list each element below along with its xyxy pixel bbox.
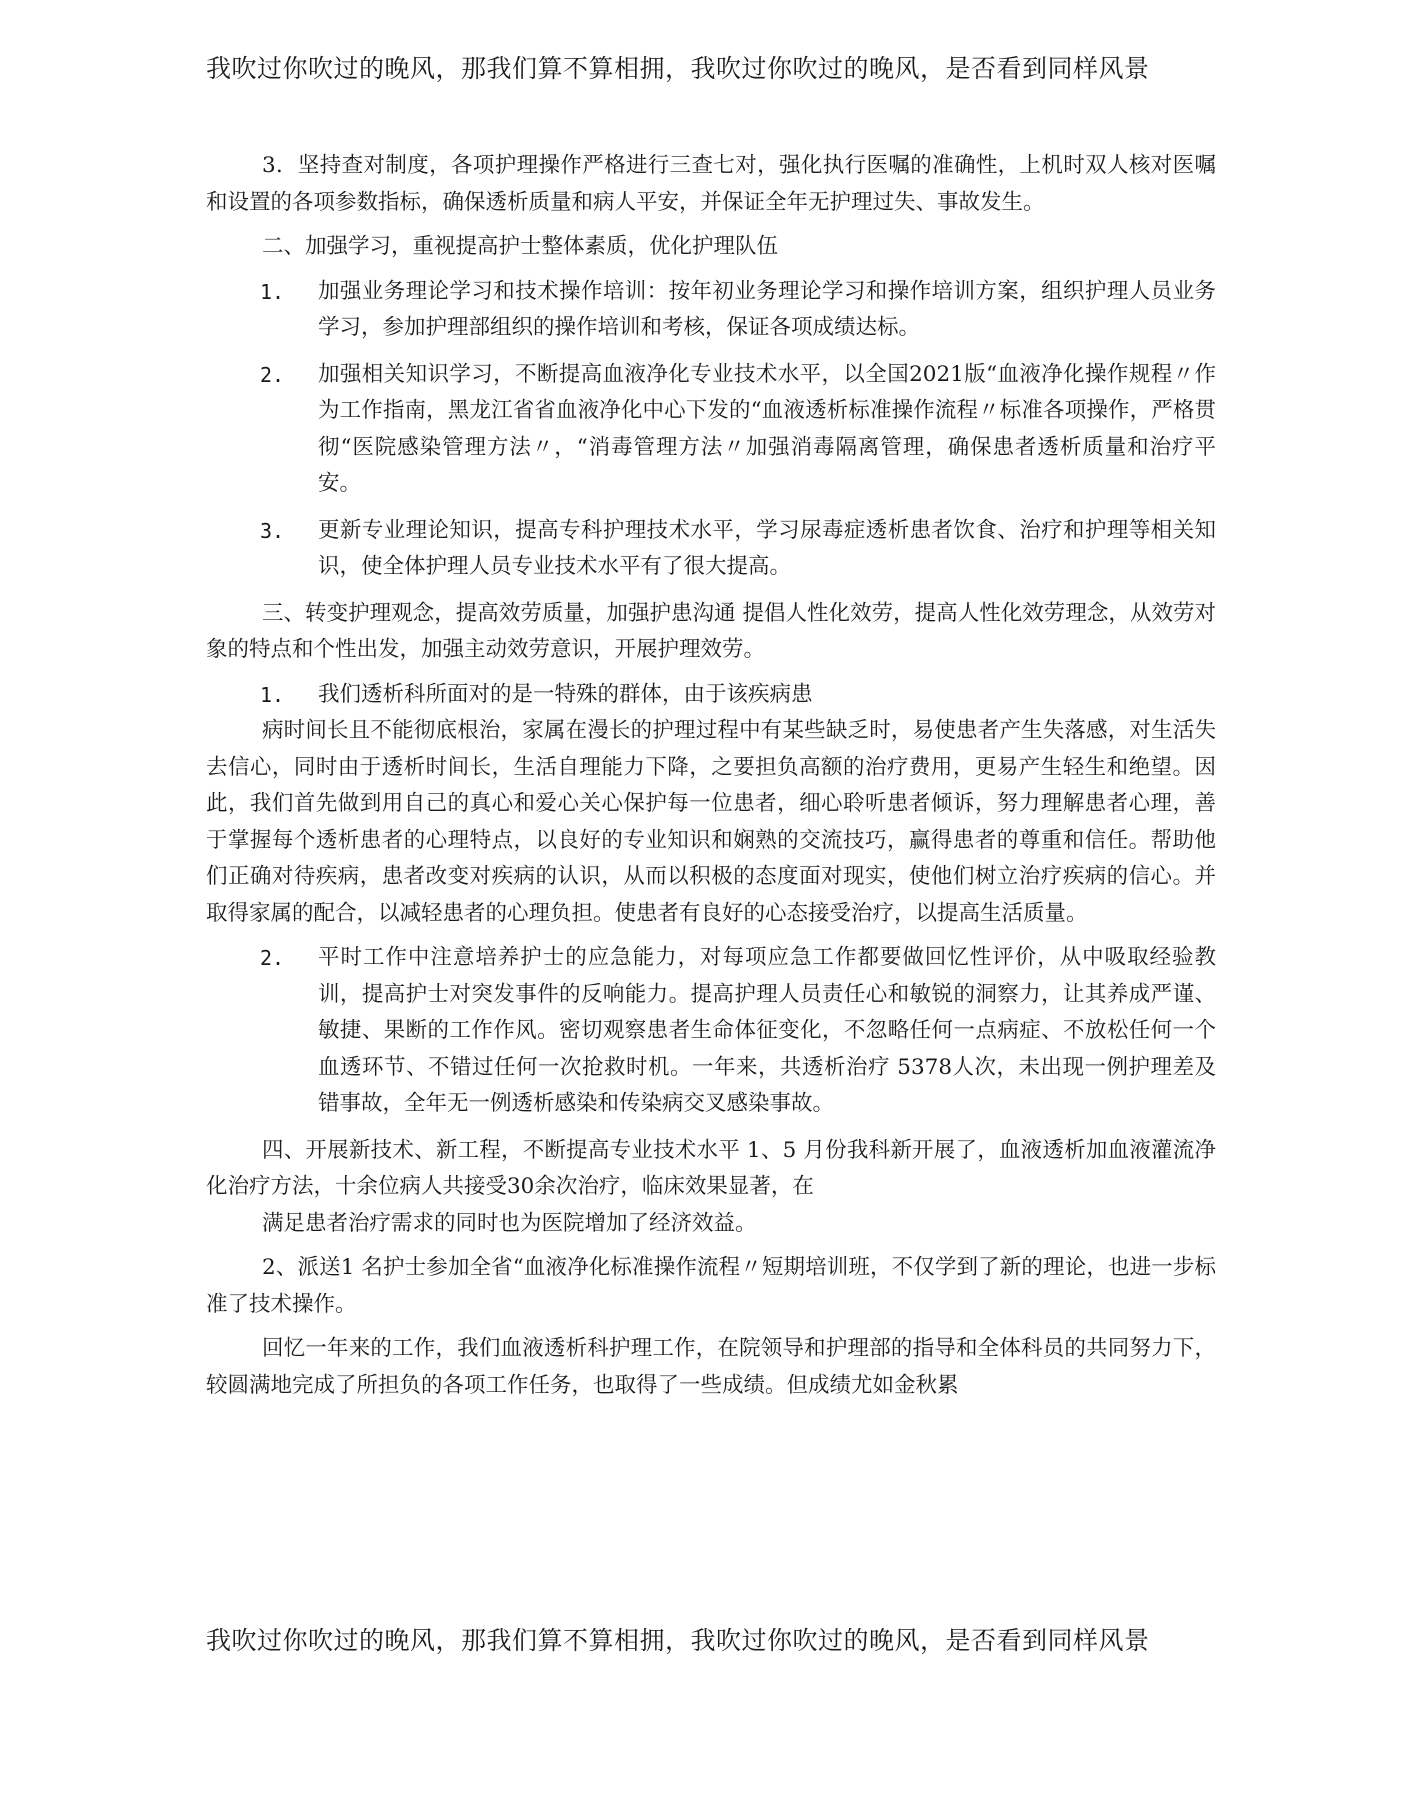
list-continuation: 病时间长且不能彻底根治，家属在漫长的护理过程中有某些缺乏时，易使患者产生失落感，对生活失去信心，同时由于透析时间长，生活自理能力下降，之要担负高额的治疗费用，更易产生轻生和绝望。因此，我们首先做到用自己的真心和爱心关心保护每一位患者，细心聆听患者倾诉，努力理解患者心理，善于掌握每个透析患者的心理特点，以良好的专业知识和娴熟的交流技巧，赢得患者的尊重和信任。帮助他们正确对待疾病，患者改变对疾病的认识，从而以积极的态度面对现实，使他们树立治疗疾病的信心。并取得家属的配合，以减轻患者的心理负担。使患者有良好的心态接受治疗，以提高生活质量。 [206, 718, 1216, 926]
list-number: 2. [260, 362, 285, 387]
header-banner: 我吹过你吹过的晚风，那我们算不算相拥，我吹过你吹过的晚风，是否看到同样风景 [206, 54, 1150, 83]
paragraph-check-system: 3．坚持查对制度，各项护理操作严格进行三查七对，强化执行医嘱的准确性，上机时双人核对医嘱和设置的各项参数指标，确保透析质量和病人平安，并保证全年无护理过失、事故发生。 [206, 153, 1216, 215]
list-number: 1. [260, 682, 285, 707]
section-heading-3: 三、转变护理观念，提高效劳质量，加强护患沟通 提倡人性化效劳，提高人性化效劳理念，从效劳对象的特点和个性出发，加强主动效劳意识，开展护理效劳。 [206, 600, 1216, 662]
paragraph-review: 回忆一年来的工作，我们血液透析科护理工作，在院领导和护理部的指导和全体科员的共同努力下，较圆满地完成了所担负的各项工作任务，也取得了一些成绩。但成绩尤如金秋累 [206, 1336, 1216, 1398]
list-item [206, 513, 1216, 586]
document-body [206, 148, 1216, 1412]
paragraph-continuation: 满足患者治疗需求的同时也为医院增加了经济效益。 [262, 1210, 757, 1236]
list-item [206, 274, 1216, 347]
list-item [206, 940, 1216, 1123]
list-text: 加强相关知识学习，不断提高血液净化专业技术水平，以全国2021版“血液净化操作规程〃作为工作指南，黑龙江省省血液净化中心下发的“血液透析标准操作流程〃标准各项操作，严格贯彻“医院感染管理方法〃，“消毒管理方法〃加强消毒隔离管理，确保患者透析质量和治疗平安。 [318, 361, 1216, 496]
list-number: 1. [260, 279, 285, 304]
section-heading-4: 四、开展新技术、新工程，不断提高专业技术水平 1、5 月份我科新开展了，血液透析加血液灌流净化治疗方法，十余位病人共接受30余次治疗，临床效果显著，在 [206, 1137, 1216, 1199]
paragraph-training: 2、派送1 名护士参加全省“血液净化标准操作流程〃短期培训班，不仅学到了新的理论，也进一步标准了技术操作。 [206, 1255, 1216, 1317]
footer-banner: 我吹过你吹过的晚风，那我们算不算相拥，我吹过你吹过的晚风，是否看到同样风景 [206, 1626, 1150, 1655]
list-text: 我们透析科所面对的是一特殊的群体，由于该疾病患 [318, 681, 813, 707]
list-text: 更新专业理论知识，提高专科护理技术水平，学习尿毒症透析患者饮食、治疗和护理等相关知识，使全体护理人员专业技术水平有了很大提高。 [318, 517, 1216, 579]
list-item [206, 677, 1216, 714]
section-heading-2: 二、加强学习，重视提高护士整体素质，优化护理队伍 [262, 234, 779, 259]
list-number: 3. [260, 518, 285, 543]
list-text: 平时工作中注意培养护士的应急能力，对每项应急工作都要做回忆性评价，从中吸取经验教训，提高护士对突发事件的反响能力。提高护理人员责任心和敏锐的洞察力，让其养成严谨、敏捷、果断的工作作风。密切观察患者生命体征变化，不忽略任何一点病症、不放松任何一个血透环节、不错过任何一次抢救时机。一年来，共透析治疗 5378人次，未出现一例护理差及错事故，全年无一例透析感染和传染病交叉感染事故。 [318, 945, 1216, 1116]
list-item [206, 357, 1216, 503]
list-number: 2. [260, 946, 285, 970]
list-text: 加强业务理论学习和技术操作培训：按年初业务理论学习和操作培训方案，组织护理人员业务学习，参加护理部组织的操作培训和考核，保证各项成绩达标。 [318, 278, 1216, 340]
